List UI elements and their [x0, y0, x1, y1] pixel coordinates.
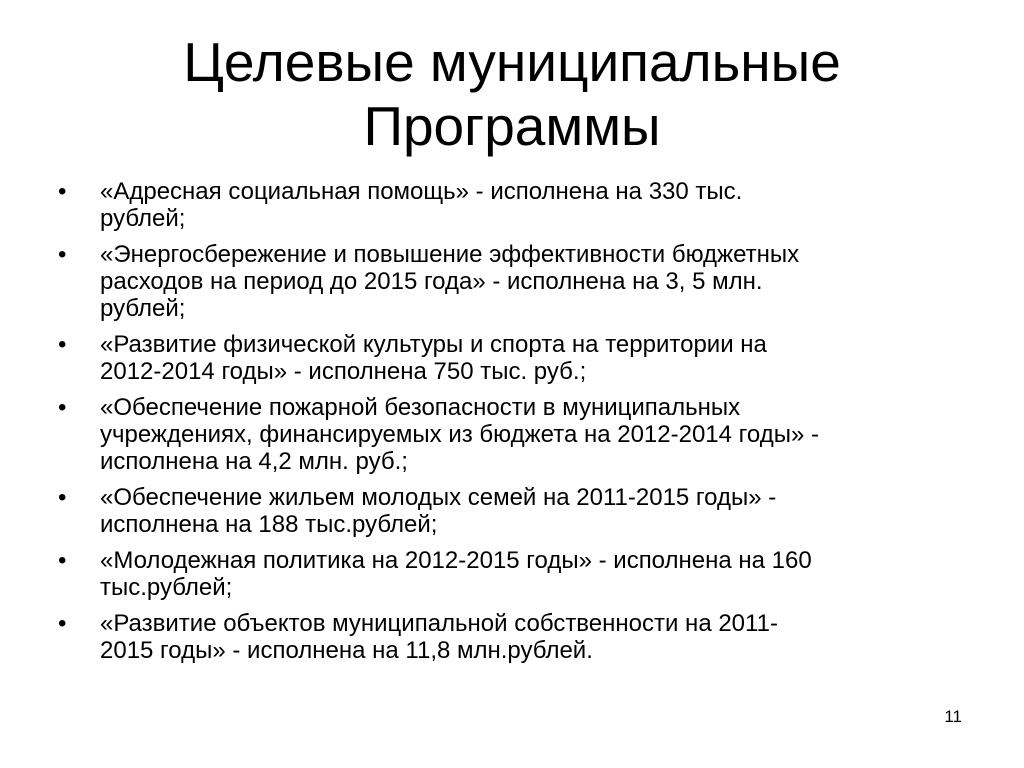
- bullet-item-4: [58, 394, 958, 475]
- bullet-text: «Обеспечение пожарной безопасности в муниципальных учреждениях, финансируемых из бюджета на 2012-2014 годы» - исполнена на 4,2 млн. руб.;: [100, 394, 819, 475]
- bullet-icon: •: [58, 547, 67, 574]
- bullet-text: «Развитие объектов муниципальной собственности на 2011- 2015 годы» - исполнена на 11,8 млн.рублей.: [100, 610, 778, 664]
- bullet-item-2: [58, 241, 958, 322]
- bullet-item-1: [58, 178, 958, 232]
- bullet-text: «Обеспечение жильем молодых семей на 2011-2015 годы» - исполнена на 188 тыс.рублей;: [100, 484, 777, 538]
- bullet-item-3: [58, 331, 958, 385]
- bullet-item-6: [58, 547, 958, 601]
- bullet-text: «Молодежная политика на 2012-2015 годы» - исполнена на 160 тыс.рублей;: [100, 547, 812, 601]
- bullet-text: «Адресная социальная помощь» - исполнена на 330 тыс. рублей;: [100, 178, 743, 232]
- bullet-icon: •: [58, 484, 67, 511]
- bullet-icon: •: [58, 610, 67, 637]
- bullet-list: [58, 178, 958, 673]
- slide-title: [60, 30, 964, 158]
- page-number: 11: [944, 707, 962, 726]
- bullet-item-7: [58, 610, 958, 664]
- bullet-icon: •: [58, 241, 67, 268]
- bullet-text: «Развитие физической культуры и спорта на территории на 2012-2014 годы» - исполнена 750 тыс. руб.;: [100, 331, 767, 385]
- bullet-icon: •: [58, 331, 67, 358]
- slide-title-line-1: Целевые муниципальные: [183, 31, 841, 93]
- bullet-icon: •: [58, 178, 67, 205]
- slide-title-line-2: Программы: [363, 95, 661, 157]
- bullet-text: «Энергосбережение и повышение эффективности бюджетных расходов на период до 2015 года» - исполнена на 3, 5 млн. рублей;: [100, 241, 800, 322]
- bullet-item-5: [58, 484, 958, 538]
- bullet-icon: •: [58, 394, 67, 421]
